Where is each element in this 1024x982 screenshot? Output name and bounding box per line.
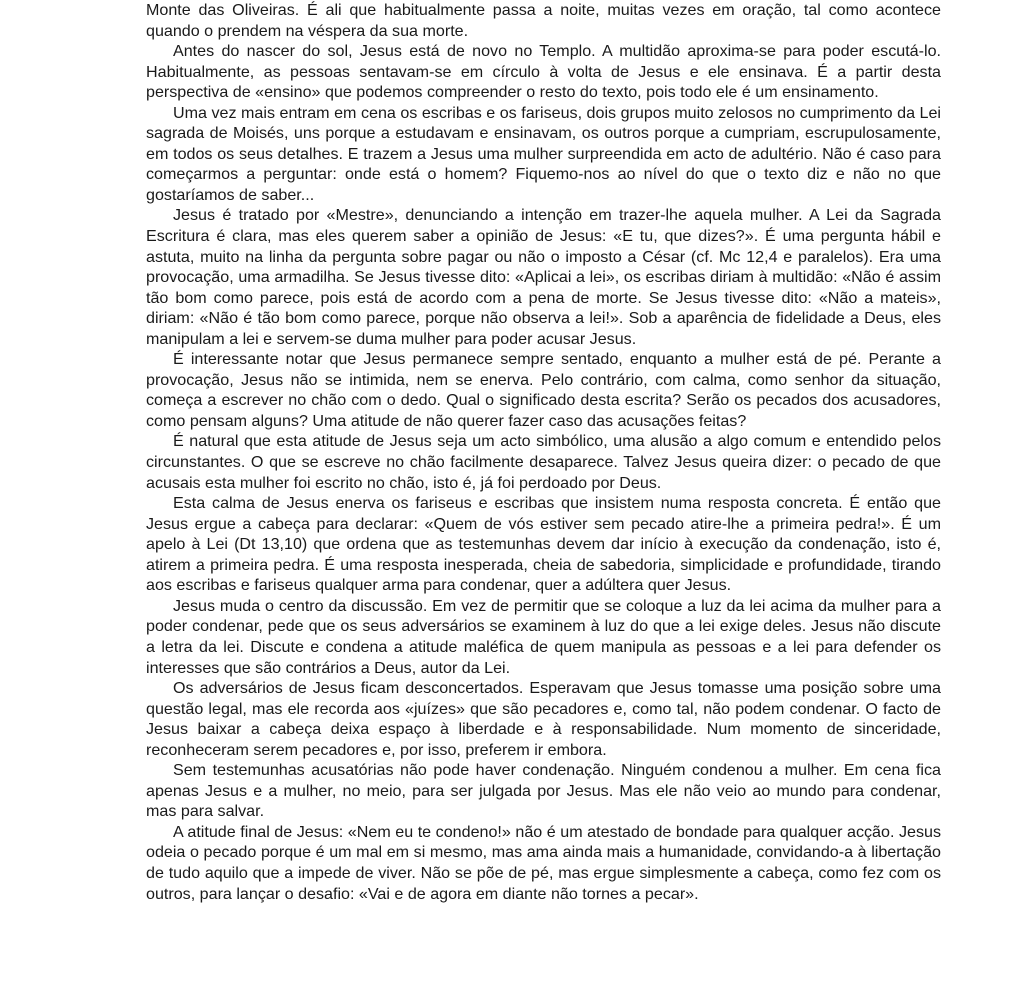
paragraph-jesus-in-temple: Antes do nascer do sol, Jesus está de novo no Templo. A multidão aproxima-se para poder escutá-lo. Habitualmente, as pessoas sentavam-se em círculo à volta de Jesus e ele ensinava. É a partir desta perspectiva de «ensino» que podemos compreender o resto do texto, pois todo ele é um ensinamento. [146, 42, 941, 102]
document-page [146, 0, 941, 904]
paragraph-center-of-discussion: Jesus muda o centro da discussão. Em vez de permitir que se coloque a luz da lei acima da mulher para a poder condenar, pede que os seus adversários se examinem à luz do que a lei exige deles. Jesus não discute a letra da lei. Discute e condena a atitude maléfica de quem manipula as pessoas e a lei para defender os interesses que são contrários a Deus, autor da Lei. [146, 596, 941, 677]
paragraph-scribes-and-pharisees: Uma vez mais entram em cena os escribas e os fariseus, dois grupos muito zelosos no cumprimento da Lei sagrada de Moisés, uns porque a estudavam e ensinavam, os outros porque a cumpriam, escrupulosamente, em todos os seus detalhes. E trazem a Jesus uma mulher surpreendida em acto de adultério. Não é caso para começarmos a perguntar: onde está o homem? Fiquemo-nos ao nível do que o texto diz e não no que gostaríamos de saber... [146, 103, 941, 204]
paragraph-symbolic-act: É natural que esta atitude de Jesus seja um acto simbólico, uma alusão a algo comum e entendido pelos circunstantes. O que se escreve no chão facilmente desaparece. Talvez Jesus queira dizer: o pecado de que acusais esta mulher foi escrito no chão, isto é, já foi perdoado por Deus. [146, 432, 941, 492]
paragraph-no-condemnation: Sem testemunhas acusatórias não pode haver condenação. Ninguém condenou a mulher. Em cena fica apenas Jesus e a mulher, no meio, para ser julgada por Jesus. Mas ele não veio ao mundo para condenar, mas para salvar. [146, 761, 941, 821]
paragraph-continued-from-previous-page: Monte das Oliveiras. É ali que habitualmente passa a noite, muitas vezes em oração, tal como acontece quando o prendem na véspera da sua morte. [146, 1, 941, 40]
paragraph-adversaries-disconcerted: Os adversários de Jesus ficam desconcertados. Esperavam que Jesus tomasse uma posição sobre uma questão legal, mas ele recorda aos «juízes» que são pecadores e, como tal, não podem condenar. O facto de Jesus baixar a cabeça deixa espaço à liberdade e à responsabilidade. Num momento de sinceridade, reconheceram serem pecadores e, por isso, preferem ir embora. [146, 679, 941, 759]
paragraph-first-stone: Esta calma de Jesus enerva os fariseus e escribas que insistem numa resposta concreta. É então que Jesus ergue a cabeça para declarar: «Quem de vós estiver sem pecado atire-lhe a primeira pedra!». É um apelo à Lei (Dt 13,10) que ordena que as testemunhas devem dar início à execução da condenação, isto é, atirem a primeira pedra. É uma resposta inesperada, cheia de sabedoria, simplicidade e profundidade, tirando aos escribas e fariseus qualquer arma para condenar, quer a adúltera quer Jesus. [146, 494, 941, 595]
paragraph-final-attitude: A atitude final de Jesus: «Nem eu te condeno!» não é um atestado de bondade para qualquer acção. Jesus odeia o pecado porque é um mal em si mesmo, mas ama ainda mais a humanidade, convidando-a à libertação de tudo aquilo que a impede de viver. Não se põe de pé, mas ergue simplesmente a cabeça, como fez com os outros, para lançar o desafio: «Vai e de agora em diante não tornes a pecar». [146, 822, 941, 903]
paragraph-trap-question: Jesus é tratado por «Mestre», denunciando a intenção em trazer-lhe aquela mulher. A Lei da Sagrada Escritura é clara, mas eles querem saber a opinião de Jesus: «E tu, que dizes?». É uma pergunta hábil e astuta, muito na linha da pergunta sobre pagar ou não o imposto a César (cf. Mc 12,4 e paralelos). Era uma provocação, uma armadilha. Se Jesus tivesse dito: «Aplicai a lei», os escribas diriam à multidão: «Não é assim tão bom como parece, pois está de acordo com a pena de morte. Se Jesus tivesse dito: «Não a mateis», diriam: «Não é tão bom como parece, porque não observa a lei!». Sob a aparência de fidelidade a Deus, eles manipulam a lei e servem-se duma mulher para poder acusar Jesus. [146, 206, 941, 348]
paragraph-writing-on-ground: É interessante notar que Jesus permanece sempre sentado, enquanto a mulher está de pé. Perante a provocação, Jesus não se intimida, nem se enerva. Pelo contrário, com calma, como senhor da situação, começa a escrever no chão com o dedo. Qual o significado desta escrita? Serão os pecados dos acusadores, como pensam alguns? Uma atitude de não querer fazer caso das acusações feitas? [146, 350, 941, 430]
